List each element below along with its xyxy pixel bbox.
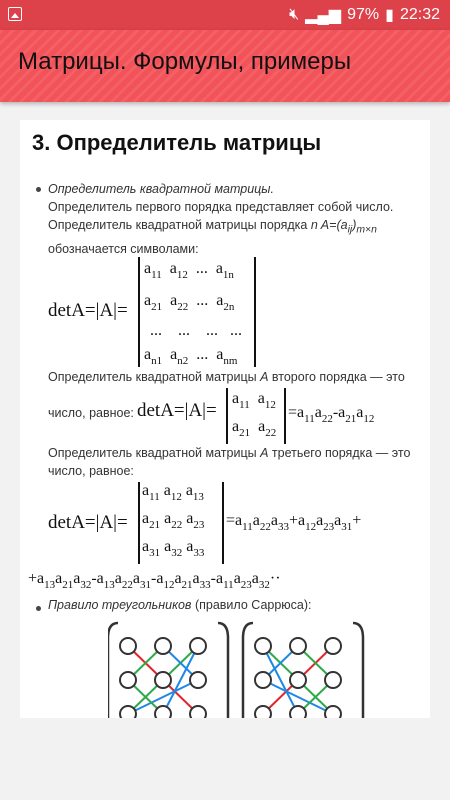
det-label-1: detA=|A|= [48, 300, 128, 321]
third-order-result-line1: $=a_{11}a_{22}a_{33}+a_{12}a_{23}a_{31}+$ [226, 512, 362, 533]
bullet [36, 187, 41, 192]
content-card: 3. Определитель матрицы Определитель квадратной матрицы. Определитель первого порядка представляет собой число. Определитель квадратной матрицы порядка n $A=(a_{ij})_{m\times n}$ обозначается символами: detA=|A|= $a_{11}$ $a_{12}$ ... $a_{1n}$ $a_{21}$ $a_{22}$ ... $a_{2n}$ ... ... ... ... $a_{n1}$ $a_{n2}$ ... $a_{nm}$ Определитель квадратной матрицы A второго порядка — это число, равное: detA=|A|= $a_{11}$ $a_{12}$ $a_{21}$ $a_{22}$ $=a_{11}a_{22}-a_{21}a_{12}$ Определитель квадратной матрицы A третьего порядка — это число, равное: detA=|A|= $a_{11}$ $a_{12}$ $a_{13}$ $a_{21}$ $a_{22}$ $a_{23}$ $a_{31}$ $a_{32}$ $a_{33}$ $=a_{11}a_{22}a_{33}+a_{12}a_{23}a_{31}+$ $+a_{13}a_{21}a_{32}-a_{13}a_{22}a_{31}-a_{12}a_{21}a_{33}-a_{11}a_{23}a_{32}\cdot\cdot$ Правило треугольников (правило Саррюса): [20, 120, 430, 718]
det-label-3: detA=|A|= [48, 512, 128, 533]
order-math: n $A=(a_{ij})_{m\times n}$ [310, 218, 377, 236]
battery-label: 97% [347, 6, 380, 23]
second-order-result: $=a_{11}a_{22}-a_{21}a_{12}$ [288, 404, 375, 425]
app-bar [0, 30, 450, 102]
clock: 22:32 [399, 6, 440, 23]
definition-text-3: обозначается символами: [48, 241, 199, 256]
battery-icon: ▮ [385, 7, 394, 24]
section-title: 3. Определитель матрицы [32, 130, 322, 155]
definition-heading: Определитель квадратной матрицы. [48, 182, 274, 196]
second-order-text: Определитель квадратной матрицы [48, 370, 257, 384]
mute-icon: 🔇︎ [289, 6, 300, 23]
definition-text-2: Определитель квадратной матрицы порядка [48, 218, 308, 232]
third-order-result-line2: $+a_{13}a_{21}a_{32}-a_{13}a_{22}a_{31}-a_{12}a_{21}a_{33}-a_{11}a_{23}a_{32}\cdot\cdot$ [28, 570, 281, 591]
signal-icon: ▂▄▆ [305, 7, 342, 24]
definition-text-1: Определитель первого порядка представляет собой число. [48, 200, 394, 214]
status-bar [0, 0, 450, 30]
sarrus-diagram [108, 618, 368, 718]
second-order-label: число, равное: [48, 406, 134, 420]
image-notification-icon [8, 7, 22, 21]
det-label-2: detA=|A|= [137, 400, 217, 421]
triangle-rule-label: Правило треугольников [48, 598, 192, 612]
app-title: Матрицы. Формулы, примеры [18, 48, 352, 75]
third-order-text: Определитель квадратной матрицы [48, 446, 257, 460]
bullet [36, 606, 41, 611]
third-order-label: число, равное: [48, 464, 134, 478]
